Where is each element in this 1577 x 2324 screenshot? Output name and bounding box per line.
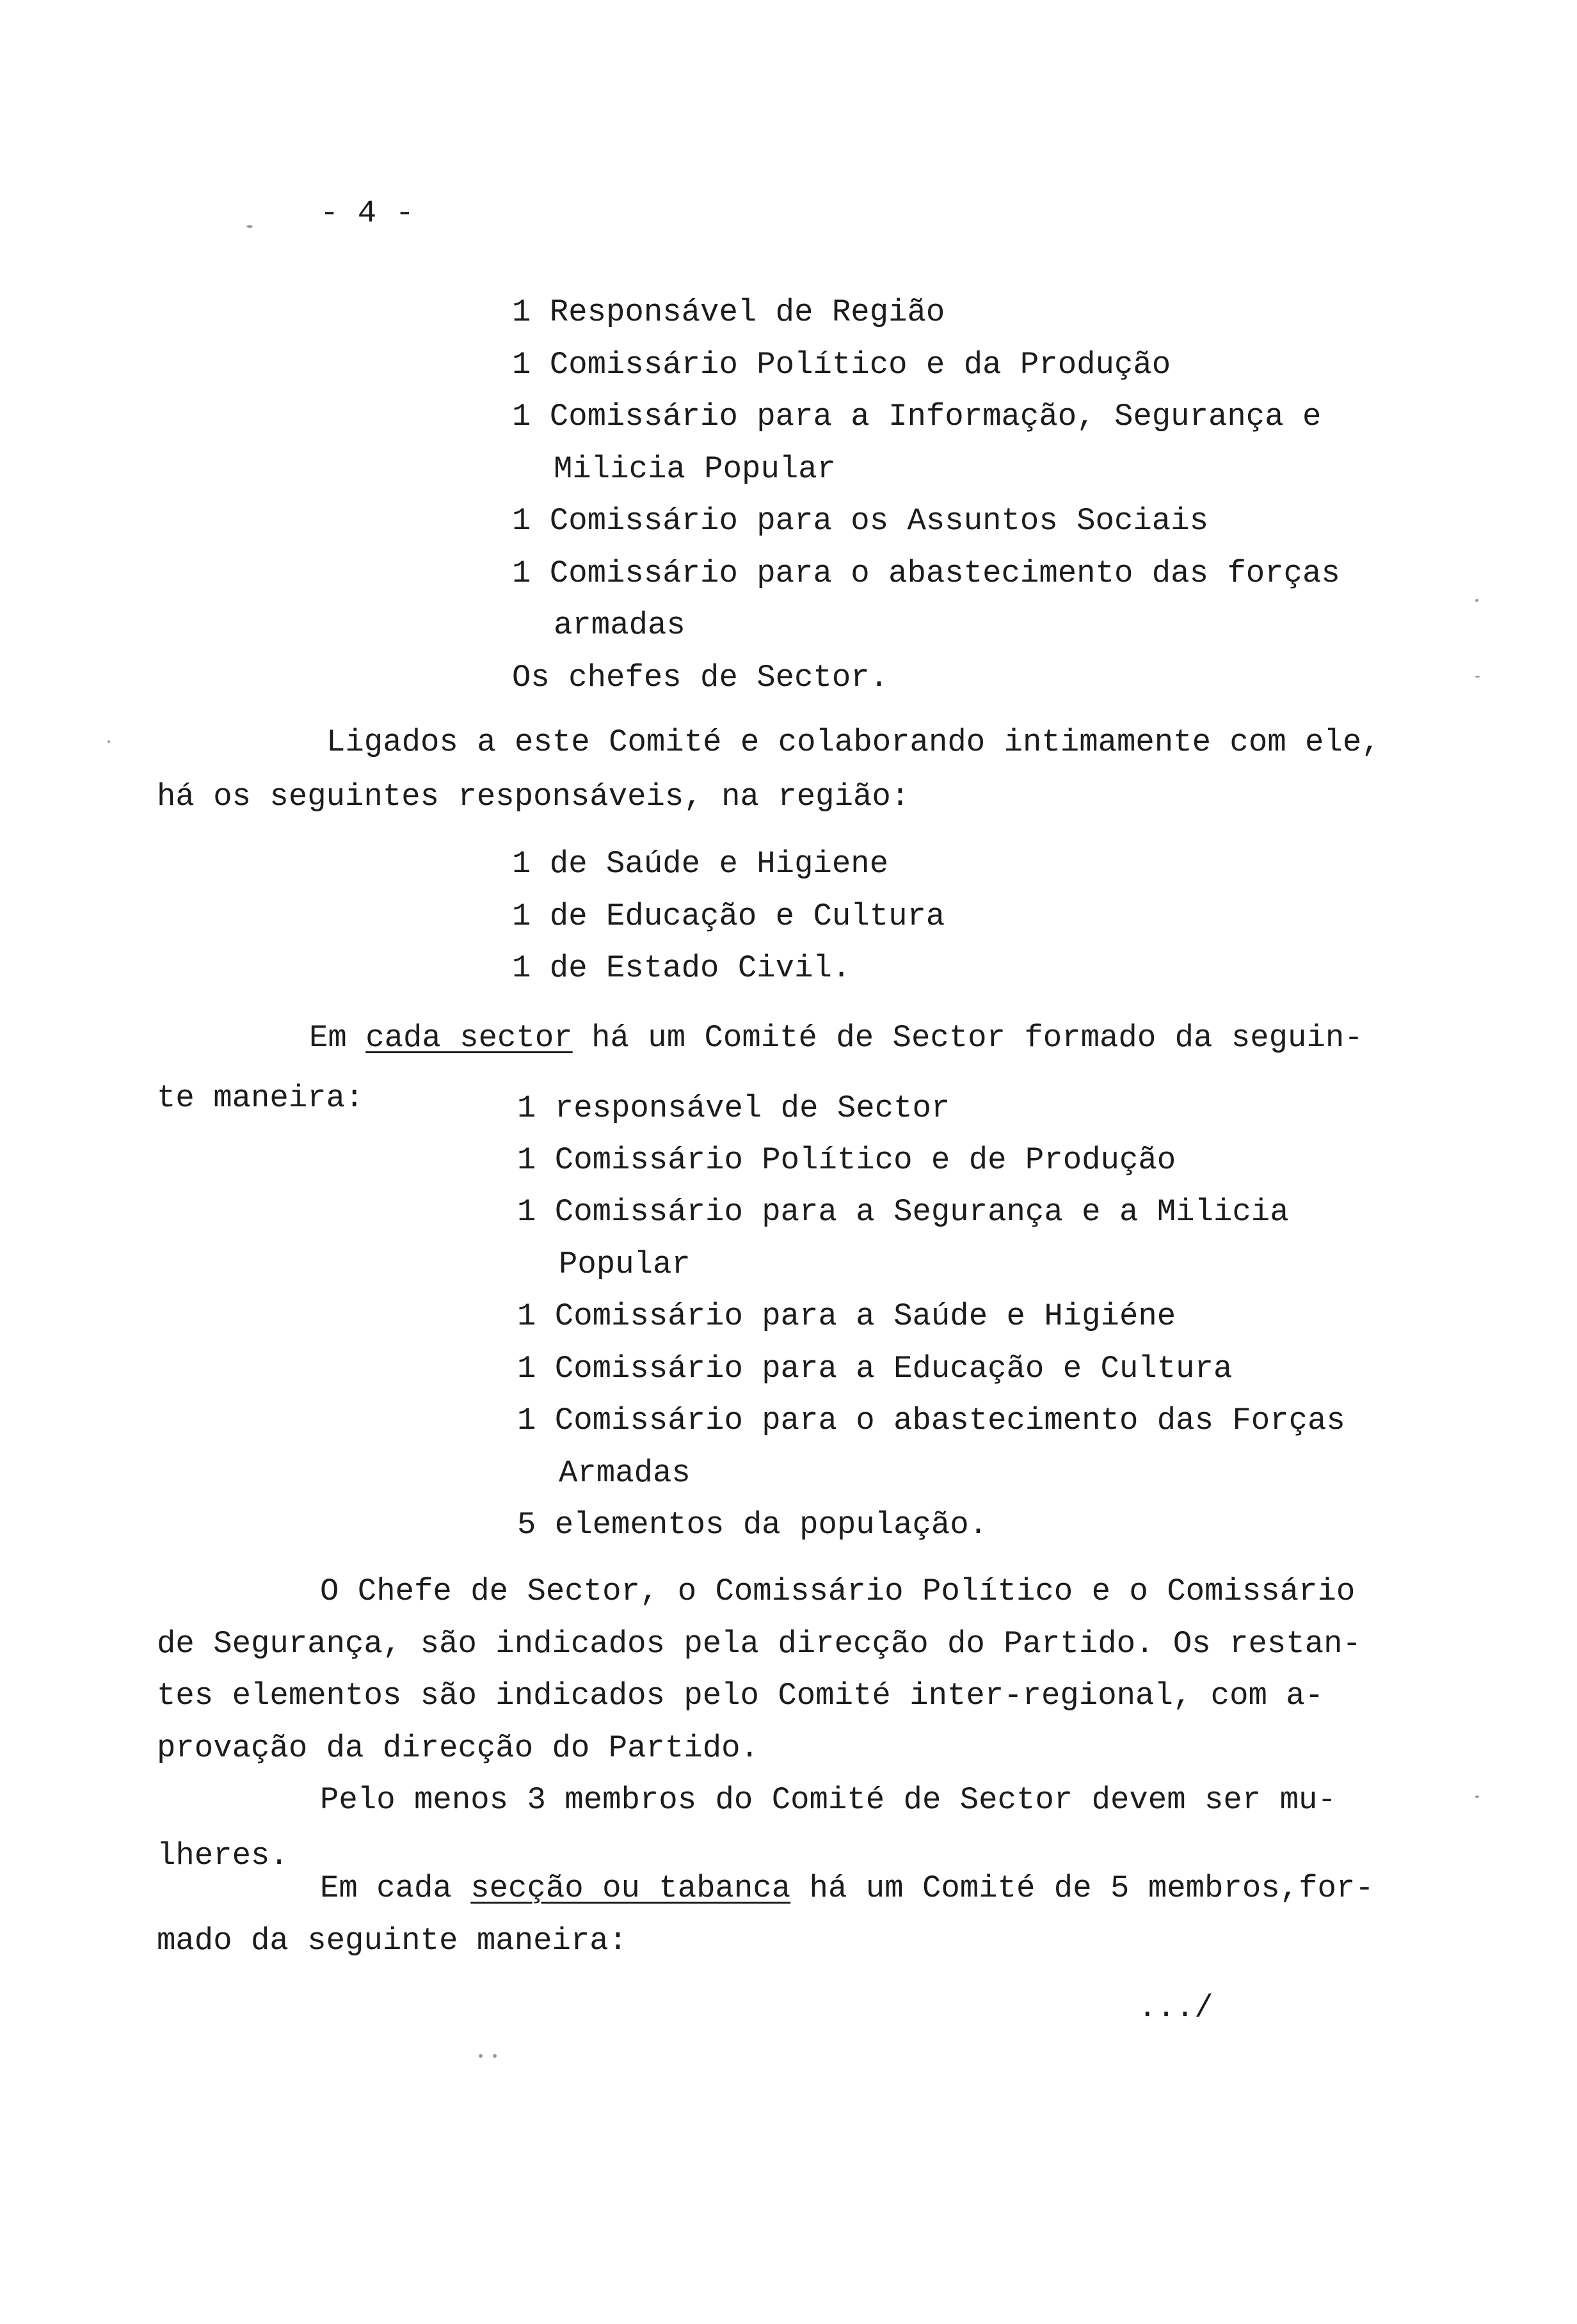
scan-speck (246, 225, 253, 228)
paragraph-line (320, 1869, 1374, 1907)
list-item-continuation: Popular (559, 1246, 691, 1282)
scan-speck (1475, 599, 1478, 602)
list-item: 1 Comissário Político e de Produção (517, 1142, 1176, 1178)
paragraph-line: te maneira: (157, 1080, 364, 1116)
text-run: Em (309, 1020, 366, 1056)
list-item-continuation: Milicia Popular (554, 451, 837, 487)
page-number: - 4 - (320, 195, 415, 231)
text-run: há um Comité de Sector formado da seguin- (572, 1020, 1363, 1056)
continuation-mark: .../ (1138, 1990, 1213, 2026)
list-item-continuation: armadas (554, 607, 685, 643)
underlined-term: cada sector (365, 1020, 573, 1056)
scan-speck (1475, 676, 1480, 678)
paragraph-line: O Chefe de Sector, o Comissário Político e o Comissário (320, 1573, 1356, 1609)
scan-speck (1475, 1795, 1479, 1798)
list-item: 1 Comissário para a Informação, Segurança e (512, 399, 1322, 434)
paragraph-line: mado da seguinte maneira: (157, 1923, 628, 1959)
list-item: 1 Comissário para a Educação e Cultura (517, 1351, 1233, 1387)
paragraph-line: de Segurança, são indicados pela direcção do Partido. Os restan- (157, 1626, 1361, 1662)
scan-speck (108, 740, 110, 743)
underlined-term: secção ou tabanca (470, 1870, 791, 1906)
scan-speck (493, 2054, 497, 2058)
list-item: 1 Comissário para os Assuntos Sociais (512, 503, 1208, 539)
list-item: 5 elementos da população. (517, 1507, 988, 1543)
paragraph-line (309, 1019, 1363, 1057)
text-run: Em cada (320, 1870, 471, 1906)
list-item: 1 de Educação e Cultura (512, 898, 945, 934)
list-item: 1 Comissário para a Segurança e a Milicia (517, 1194, 1289, 1230)
paragraph-line: provação da direcção do Partido. (157, 1730, 759, 1766)
list-item: 1 Comissário para o abastecimento das Forças (517, 1403, 1345, 1438)
scan-speck (479, 2054, 483, 2058)
list-item: 1 Responsável de Região (512, 294, 945, 330)
list-item: 1 de Saúde e Higiene (512, 846, 889, 882)
list-item: 1 Comissário Político e da Produção (512, 347, 1171, 383)
list-item-continuation: Armadas (559, 1455, 691, 1491)
paragraph-line: tes elementos são indicados pelo Comité inter-regional, com a- (157, 1678, 1324, 1714)
paragraph-line: Pelo menos 3 membros do Comité de Sector devem ser mu- (320, 1782, 1336, 1818)
text-run: há um Comité de 5 membros,for- (790, 1870, 1374, 1906)
paragraph-line: lheres. (157, 1838, 289, 1874)
list-item: 1 responsável de Sector (517, 1090, 950, 1126)
list-item: Os chefes de Sector. (512, 660, 889, 696)
paragraph-line: Ligados a este Comité e colaborando intimamente com ele, (326, 724, 1381, 760)
list-item: 1 Comissário para o abastecimento das forças (512, 555, 1340, 591)
list-item: 1 Comissário para a Saúde e Higiéne (517, 1298, 1176, 1334)
list-item: 1 de Estado Civil. (512, 950, 851, 986)
paragraph-line: há os seguintes responsáveis, na região: (157, 779, 910, 815)
